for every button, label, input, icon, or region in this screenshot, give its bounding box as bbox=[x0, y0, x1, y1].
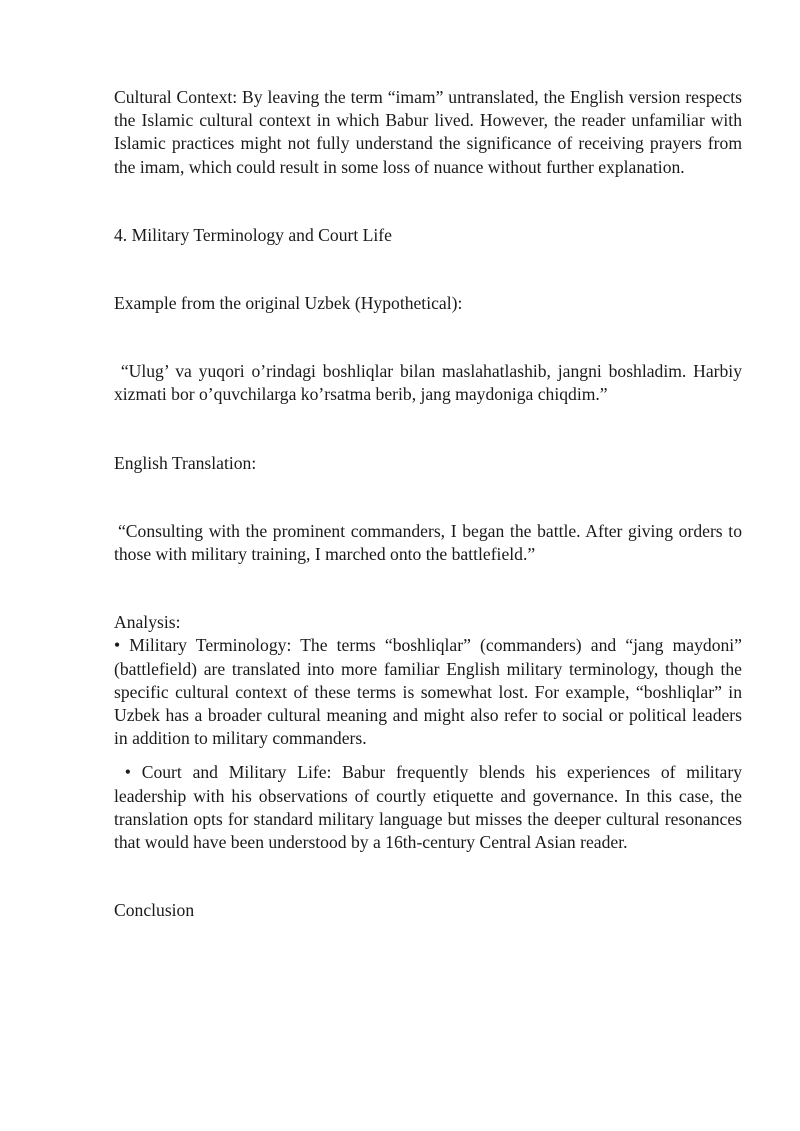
analysis-label: Analysis: bbox=[114, 612, 181, 633]
example-label: Example from the original Uzbek (Hypothetical): bbox=[114, 293, 463, 314]
paragraph-cultural-context: Cultural Context: By leaving the term “imam” untranslated, the English version respects the Islamic cultural context in which Babur lived. However, the reader unfamiliar with Islamic practices might not fully understand the significance of receiving prayers from the imam, which could result in some loss of nuance without further explanation. bbox=[114, 87, 742, 177]
english-quote: “Consulting with the prominent commanders, I began the battle. After giving orders to those with military training, I marched onto the battlefield.” bbox=[114, 520, 742, 565]
translation-label: English Translation: bbox=[114, 452, 257, 473]
uzbek-quote: “Ulug’ va yuqori o’rindagi boshliqlar bilan maslahatlashib, jangni boshladim. Harbiy xizmati bor o’quvchilarga ko’rsatma berib, jang maydoniga chiqdim.” bbox=[114, 361, 747, 405]
conclusion-heading: Conclusion bbox=[114, 900, 195, 921]
document-page bbox=[114, 86, 747, 922]
bullet-court-military-life: • Court and Military Life: Babur frequently blends his experiences of military leadership with his observations of courtly etiquette and governance. In this case, the translation opts for standard military language but misses the deeper cultural resonances that would have been understood by a 16th-century Central Asian reader. bbox=[114, 762, 747, 853]
section-heading: 4. Military Terminology and Court Life bbox=[114, 224, 392, 245]
bullet-military-terminology: • Military Terminology: The terms “boshliqlar” (commanders) and “jang maydoni” (battlefield) are translated into more familiar English military terminology, though the specific cultural context of these terms is somewhat lost. For example, “boshliqlar” in Uzbek has a broader cultural meaning and might also refer to social or political leaders in addition to military commanders. bbox=[114, 635, 742, 749]
